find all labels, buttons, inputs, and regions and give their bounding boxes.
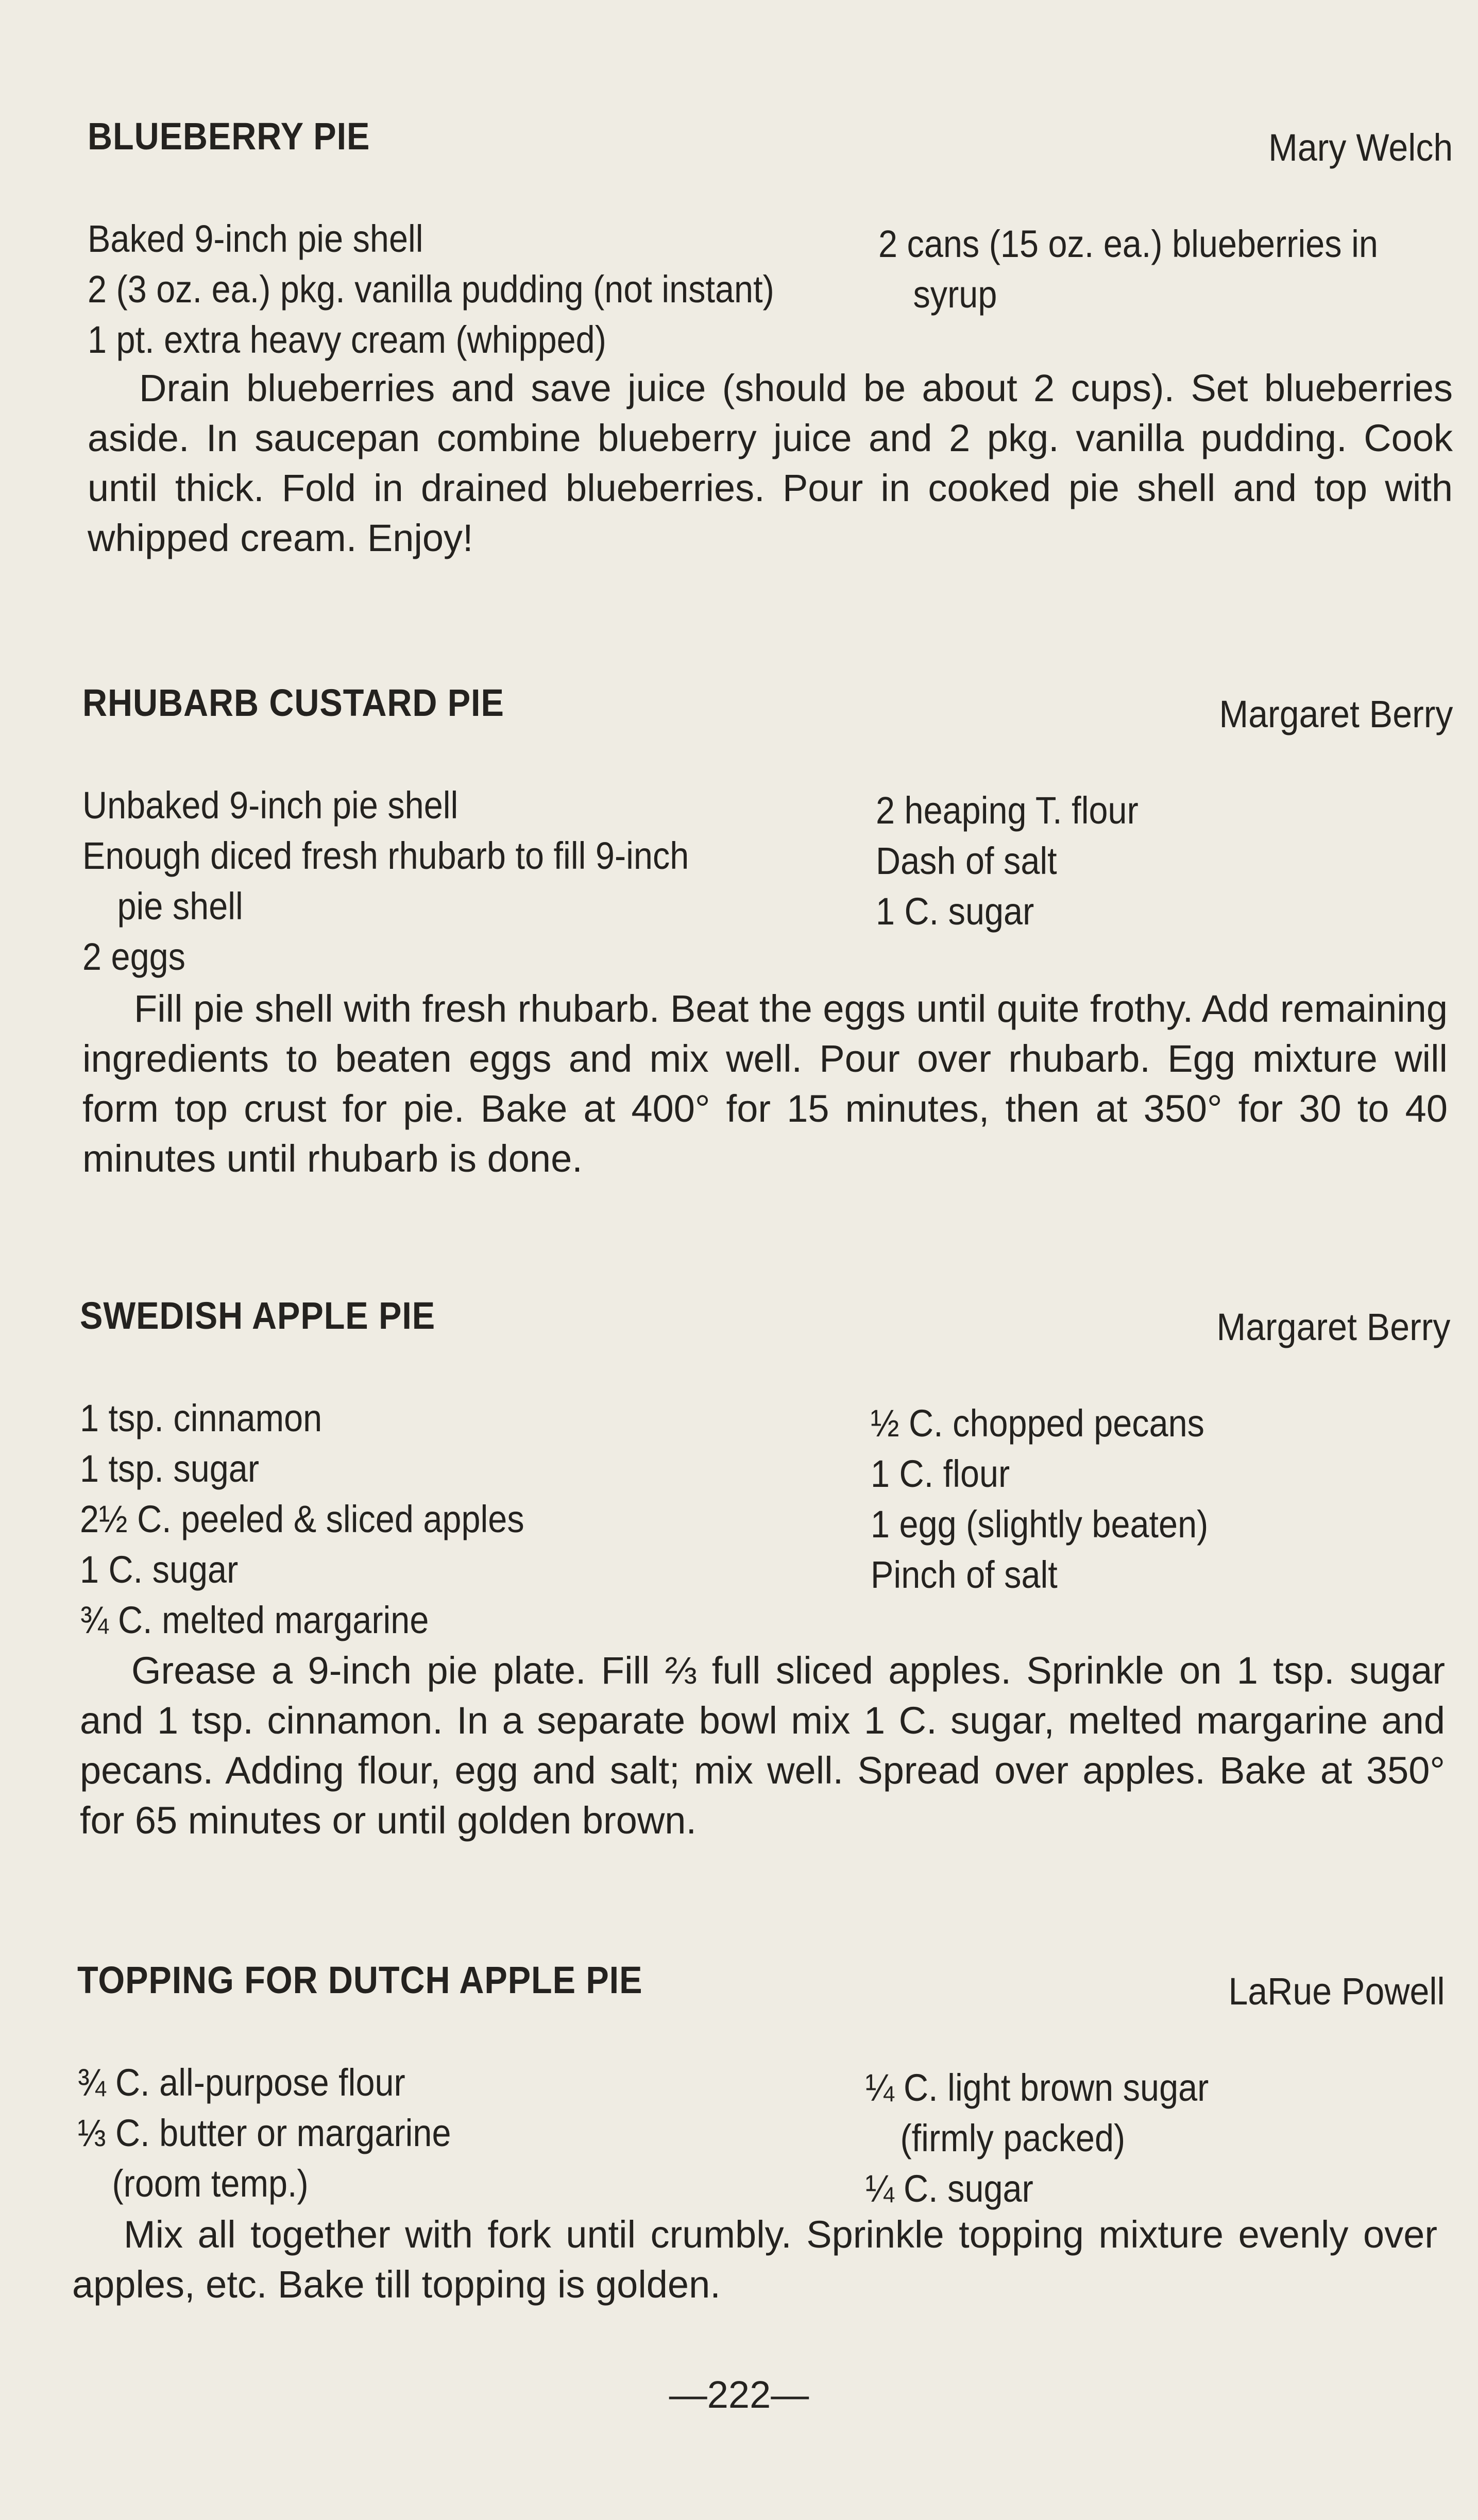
recipe-topping-for-dutch-apple-pie <box>72 1955 1453 2306</box>
recipe-title: SWEDISH APPLE PIE <box>80 1294 436 1337</box>
ingredient-line: syrup <box>913 273 997 316</box>
ingredient-line: ¼ C. light brown sugar <box>865 2066 1209 2109</box>
ingredient-line: Dash of salt <box>876 839 1057 882</box>
ingredients-right-column <box>876 785 1442 937</box>
ingredient-line: 2 (3 oz. ea.) pkg. vanilla pudding (not instant) <box>88 268 774 311</box>
ingredient-line: Enough diced fresh rhubarb to fill 9-inch <box>82 834 689 877</box>
recipe-header <box>82 677 1453 734</box>
ingredient-line: ¾ C. all-purpose flour <box>77 2061 405 2104</box>
ingredient-line: ¼ C. sugar <box>865 2167 1033 2210</box>
ingredient-line: (firmly packed) <box>900 2117 1126 2159</box>
ingredient-line: 2 eggs <box>82 935 185 978</box>
ingredients-right-column <box>878 219 1445 320</box>
recipe-directions: Drain blueberries and save juice (should be about 2 cups). Set blueberries aside. In saucepan combine blueberry juice and 2 pkg. vanilla pudding. Cook until thick. Fold in drained blueberries. Pour in cooked pie shell and top with whipped cream. Enjoy! <box>88 367 1453 559</box>
ingredients-left-column <box>77 2058 850 2209</box>
recipe-title: RHUBARB CUSTARD PIE <box>82 681 504 724</box>
recipe-blueberry-pie <box>82 111 1453 559</box>
recipe-header <box>82 1290 1453 1347</box>
ingredient-line: (room temp.) <box>112 2162 309 2205</box>
ingredient-line: Pinch of salt <box>871 1553 1058 1596</box>
ingredient-line: Baked 9-inch pie shell <box>88 217 423 260</box>
recipe-swedish-apple-pie <box>80 1290 1453 1842</box>
ingredient-line: 2 cans (15 oz. ea.) blueberries in <box>878 222 1378 265</box>
recipe-header <box>77 1955 1453 2013</box>
ingredient-line: 1 pt. extra heavy cream (whipped) <box>88 318 606 361</box>
recipe-title: BLUEBERRY PIE <box>88 115 370 158</box>
ingredient-line: 1 C. flour <box>871 1452 1010 1495</box>
recipe-author: Margaret Berry <box>1219 693 1453 735</box>
recipe-author: LaRue Powell <box>1228 1970 1445 2013</box>
ingredient-line: ½ C. chopped pecans <box>871 1402 1204 1445</box>
ingredient-line: 2 heaping T. flour <box>876 789 1139 832</box>
ingredient-line: pie shell <box>117 885 243 928</box>
recipe-directions: Fill pie shell with fresh rhubarb. Beat the eggs until quite frothy. Add remaining ingredients to beaten eggs and mix well. Pour over rhubarb. Egg mixture will form top crust for pie. Bake at 400° for 15 minutes, then at 350° for 30 to 40 minutes until rhubarb is done. <box>82 987 1448 1180</box>
ingredient-line: ⅓ C. butter or margarine <box>77 2112 451 2154</box>
ingredient-line: 1 egg (slightly beaten) <box>871 1503 1209 1546</box>
ingredients-right-column <box>871 1398 1437 1600</box>
ingredients-left-column <box>80 1393 853 1645</box>
ingredients-left-column <box>82 780 855 982</box>
page-number: —222— <box>669 2373 809 2416</box>
recipe-directions: Grease a 9-inch pie plate. Fill ⅔ full sliced apples. Sprinkle on 1 tsp. sugar and 1 tsp. cinnamon. In a separate bowl mix 1 C. sugar, melted margarine and pecans. Adding flour, egg and salt; mix well. Spread over apples. Bake at 350° for 65 minutes or until golden brown. <box>80 1649 1445 1842</box>
ingredient-line: 1 C. sugar <box>80 1548 239 1591</box>
ingredient-line: 1 C. sugar <box>876 890 1034 933</box>
ingredient-line: ¾ C. melted margarine <box>80 1599 429 1641</box>
ingredients-right-column <box>865 2063 1432 2214</box>
recipe-header <box>82 111 1453 167</box>
recipe-author: Margaret Berry <box>1216 1306 1450 1348</box>
recipe-title: TOPPING FOR DUTCH APPLE PIE <box>77 1959 643 2001</box>
ingredient-line: Unbaked 9-inch pie shell <box>82 784 458 827</box>
ingredient-line: 1 tsp. cinnamon <box>80 1397 322 1439</box>
ingredient-line: 1 tsp. sugar <box>80 1447 260 1490</box>
ingredients-left-column <box>88 214 860 365</box>
ingredient-line: 2½ C. peeled & sliced apples <box>80 1498 524 1540</box>
recipe-directions: Mix all together with fork until crumbly. Sprinkle topping mixture evenly over apples, etc. Bake till topping is golden. <box>72 2213 1437 2306</box>
recipe-author: Mary Welch <box>1268 126 1453 169</box>
recipe-rhubarb-custard-pie <box>82 677 1453 1180</box>
